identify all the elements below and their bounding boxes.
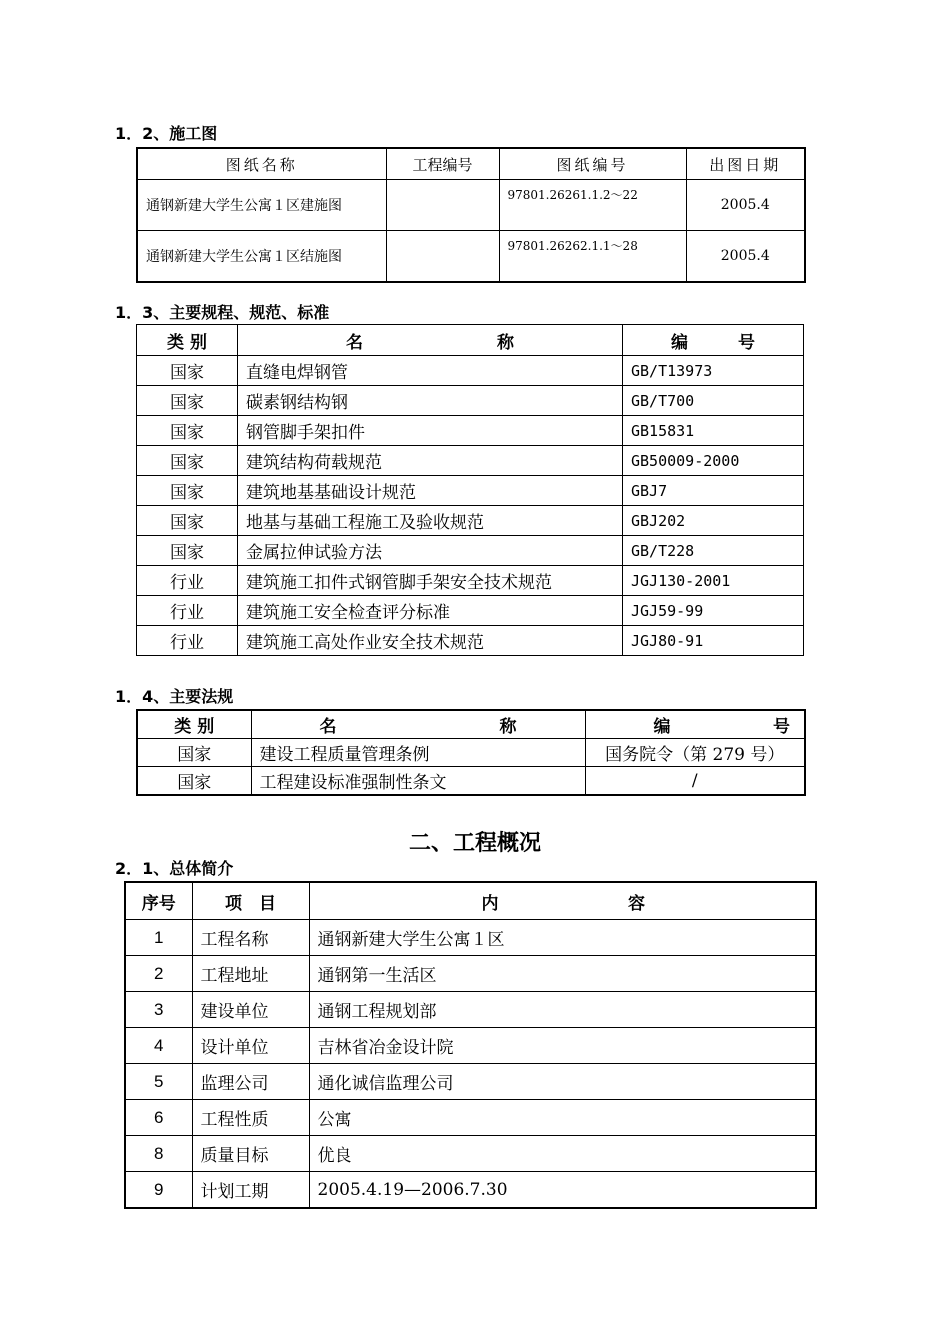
header-name — [238, 325, 623, 356]
standard-name: 建筑施工扣件式钢管脚手架安全技术规范 — [238, 566, 623, 596]
table-row — [137, 446, 804, 476]
header-category: 类 别 — [137, 325, 238, 356]
standard-name: 建筑结构荷载规范 — [238, 446, 623, 476]
regulation-code: 国务院令（第 279 号） — [585, 739, 805, 767]
table-row — [137, 416, 804, 446]
drawings-table — [136, 147, 806, 283]
issue-date: 2005.4 — [686, 231, 805, 283]
standard-category: 国家 — [137, 446, 238, 476]
row-number: 6 — [125, 1100, 192, 1136]
row-number: 1 — [125, 920, 192, 956]
header-cell: 图纸编号 — [499, 148, 686, 180]
header-name-part: 称 — [499, 717, 517, 737]
drawing-name: 通钢新建大学生公寓１区结施图 — [137, 231, 386, 283]
standard-category: 国家 — [137, 356, 238, 386]
standard-name: 建筑施工安全检查评分标准 — [238, 596, 623, 626]
row-number: 3 — [125, 992, 192, 1028]
table-row — [125, 1064, 816, 1100]
overview-content: 优良 — [309, 1136, 816, 1172]
table-header-row — [137, 710, 805, 739]
header-name-part: 名 — [319, 717, 337, 737]
regulation-category: 国家 — [137, 767, 251, 796]
header-code-part: 号 — [773, 717, 790, 737]
overview-item: 计划工期 — [192, 1172, 309, 1209]
standard-name: 地基与基础工程施工及验收规范 — [238, 506, 623, 536]
overview-content: 通钢新建大学生公寓１区 — [309, 920, 816, 956]
header-content-part: 内 — [481, 893, 499, 914]
regulation-code: / — [585, 767, 805, 796]
standard-category: 国家 — [137, 416, 238, 446]
drawing-no: 97801.26261.1.2～22 — [499, 180, 686, 231]
project-no — [386, 231, 499, 283]
standard-name: 金属拉伸试验方法 — [238, 536, 623, 566]
header-item: 项 目 — [192, 882, 309, 920]
standard-code: GBJ202 — [623, 506, 804, 536]
standard-name: 钢管脚手架扣件 — [238, 416, 623, 446]
standard-code: GBJ7 — [623, 476, 804, 506]
header-name — [251, 710, 585, 739]
issue-date: 2005.4 — [686, 180, 805, 231]
table-row — [137, 506, 804, 536]
standard-category: 国家 — [137, 506, 238, 536]
overview-item: 工程性质 — [192, 1100, 309, 1136]
regulation-name: 工程建设标准强制性条文 — [251, 767, 585, 796]
standard-code: JGJ59-99 — [623, 596, 804, 626]
overview-item: 质量目标 — [192, 1136, 309, 1172]
standard-category: 国家 — [137, 536, 238, 566]
drawing-no: 97801.26262.1.1～28 — [499, 231, 686, 283]
table-row — [137, 180, 805, 231]
table-row — [137, 476, 804, 506]
table-row — [125, 956, 816, 992]
table-row — [137, 626, 804, 656]
standard-name: 碳素钢结构钢 — [238, 386, 623, 416]
overview-item: 工程名称 — [192, 920, 309, 956]
header-code — [585, 710, 805, 739]
table-row — [125, 920, 816, 956]
section-heading-drawings: 1．2、施工图 — [115, 124, 218, 143]
standard-code: GB/T700 — [623, 386, 804, 416]
regulations-table — [136, 709, 806, 796]
project-no — [386, 180, 499, 231]
header-cell: 图纸名称 — [137, 148, 386, 180]
table-row — [125, 992, 816, 1028]
table-row — [137, 739, 805, 767]
overview-content: 通钢第一生活区 — [309, 956, 816, 992]
overview-table — [124, 881, 817, 1209]
row-number: 5 — [125, 1064, 192, 1100]
header-content — [309, 882, 816, 920]
header-code-part: 编 — [671, 332, 688, 353]
standard-name: 建筑施工高处作业安全技术规范 — [238, 626, 623, 656]
table-row — [137, 566, 804, 596]
table-header-row — [125, 882, 816, 920]
section-heading-regulations: 1．4、主要法规 — [115, 687, 234, 706]
header-content-part: 容 — [628, 893, 645, 914]
table-row — [137, 596, 804, 626]
overview-content: 吉林省冶金设计院 — [309, 1028, 816, 1064]
standard-category: 国家 — [137, 476, 238, 506]
standard-code: GB15831 — [623, 416, 804, 446]
standard-code: GB/T228 — [623, 536, 804, 566]
table-row — [137, 356, 804, 386]
row-number: 2 — [125, 956, 192, 992]
table-row — [137, 386, 804, 416]
header-category: 类 别 — [137, 710, 251, 739]
drawing-name: 通钢新建大学生公寓１区建施图 — [137, 180, 386, 231]
section-heading-standards: 1．3、主要规程、规范、标准 — [115, 303, 330, 322]
standard-category: 行业 — [137, 596, 238, 626]
overview-content: 公寓 — [309, 1100, 816, 1136]
row-number: 4 — [125, 1028, 192, 1064]
standard-code: JGJ80-91 — [623, 626, 804, 656]
table-row — [125, 1028, 816, 1064]
header-name-part: 称 — [497, 332, 514, 353]
section-heading-overview: 2．1、总体简介 — [115, 859, 234, 878]
standard-category: 国家 — [137, 386, 238, 416]
table-row — [137, 231, 805, 283]
standard-category: 行业 — [137, 566, 238, 596]
table-row — [125, 1136, 816, 1172]
chapter-title: 二、工程概况 — [408, 831, 541, 856]
table-row — [137, 536, 804, 566]
header-cell: 工程编号 — [386, 148, 499, 180]
standards-table — [136, 324, 804, 656]
header-code — [623, 325, 804, 356]
header-name-part: 名 — [346, 332, 363, 353]
row-number: 8 — [125, 1136, 192, 1172]
header-no: 序号 — [125, 882, 192, 920]
overview-item: 建设单位 — [192, 992, 309, 1028]
standard-code: GB50009-2000 — [623, 446, 804, 476]
header-code-part: 号 — [738, 332, 755, 353]
header-code-part: 编 — [653, 717, 671, 737]
overview-content: 通钢工程规划部 — [309, 992, 816, 1028]
regulation-name: 建设工程质量管理条例 — [251, 739, 585, 767]
overview-item: 监理公司 — [192, 1064, 309, 1100]
header-cell: 出图日期 — [686, 148, 805, 180]
standard-category: 行业 — [137, 626, 238, 656]
table-header-row — [137, 325, 804, 356]
overview-item: 设计单位 — [192, 1028, 309, 1064]
table-row — [125, 1100, 816, 1136]
table-header-row — [137, 148, 805, 180]
regulation-category: 国家 — [137, 739, 251, 767]
row-number: 9 — [125, 1172, 192, 1209]
table-row — [125, 1172, 816, 1209]
standard-code: GB/T13973 — [623, 356, 804, 386]
standard-name: 直缝电焊钢管 — [238, 356, 623, 386]
overview-content: 通化诚信监理公司 — [309, 1064, 816, 1100]
standard-name: 建筑地基基础设计规范 — [238, 476, 623, 506]
overview-item: 工程地址 — [192, 956, 309, 992]
overview-content: 2005.4.19—2006.7.30 — [309, 1172, 816, 1209]
standard-code: JGJ130-2001 — [623, 566, 804, 596]
table-row — [137, 767, 805, 796]
